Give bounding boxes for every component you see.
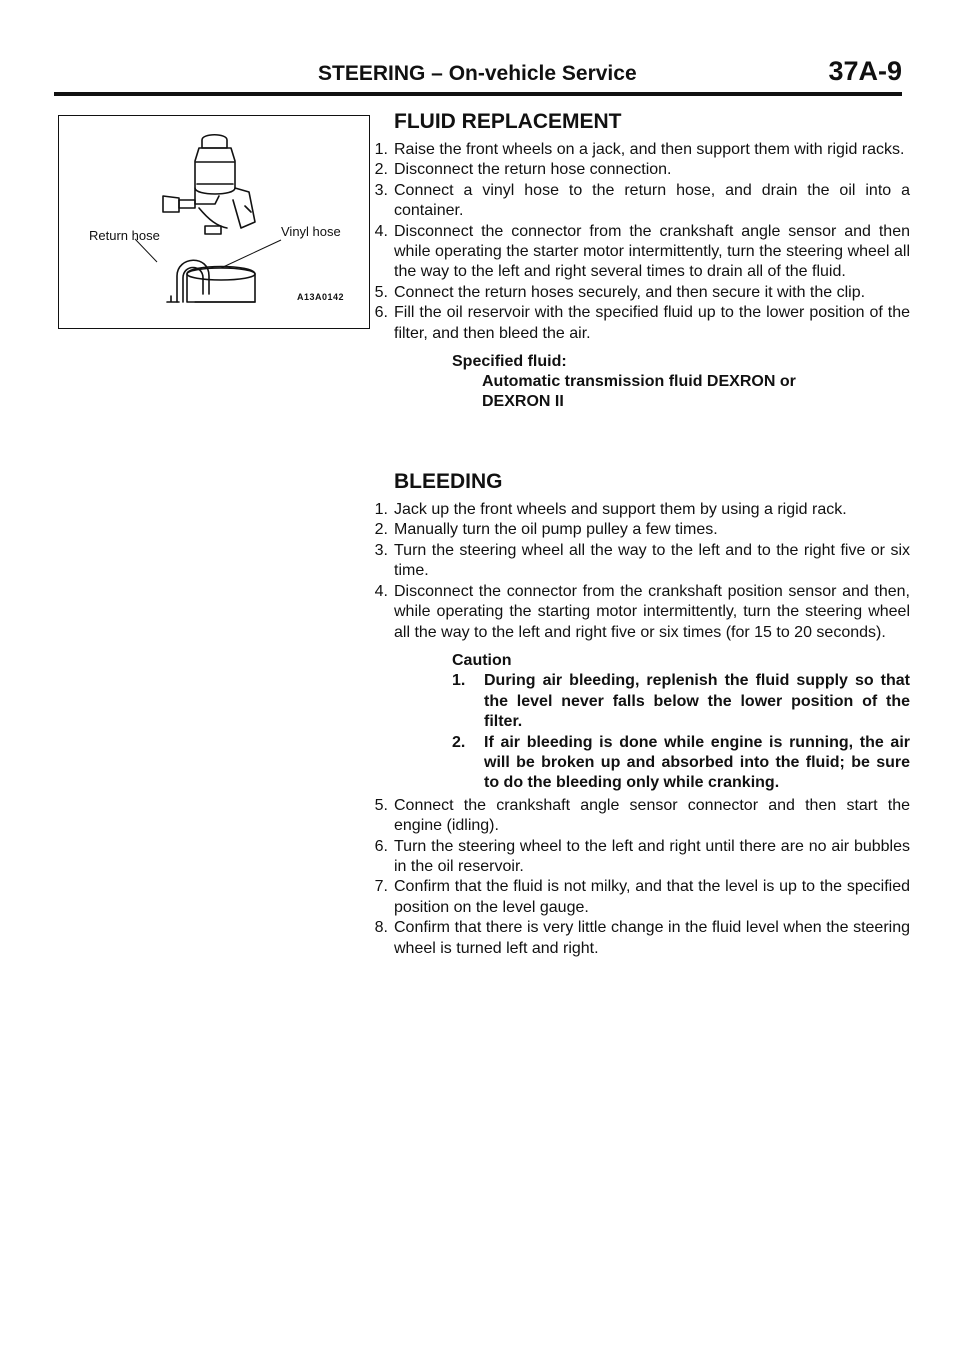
caution-number: 2. xyxy=(452,733,466,751)
step-number: 4. xyxy=(374,222,388,240)
bleeding-steps-a xyxy=(374,500,910,643)
bleeding-steps-b xyxy=(374,796,910,959)
caution-item xyxy=(452,733,910,794)
page-number: 37A-9 xyxy=(828,56,902,86)
list-item xyxy=(336,181,910,222)
list-item xyxy=(336,918,910,959)
list-item xyxy=(336,160,910,180)
step-text: Connect the crankshaft angle sensor connector and then start the engine (idling). xyxy=(394,796,910,835)
step-number: 6. xyxy=(374,304,388,322)
caution-items xyxy=(452,671,910,793)
specified-fluid-label: Specified fluid: xyxy=(452,353,567,371)
step-text: Disconnect the connector from the crankshaft angle sensor and then while operating the starter motor intermittently, turn the steering wheel all the way to the left and right several times to drain all of the fluid. xyxy=(394,222,910,281)
illustration-frame xyxy=(58,115,370,329)
caution-number: 1. xyxy=(452,672,466,690)
step-text: Confirm that there is very little change in the fluid level when the steering wheel is turned left and right. xyxy=(394,919,910,957)
page-header xyxy=(0,0,960,100)
caution-block xyxy=(452,651,910,794)
list-item xyxy=(336,541,910,582)
list-item xyxy=(336,283,910,303)
vinyl-hose-label: Vinyl hose xyxy=(281,224,341,239)
fluid-replacement-steps xyxy=(374,140,910,344)
specified-fluid-value-2: DEXRON II xyxy=(482,393,564,411)
step-text: Raise the front wheels on a jack, and then support them with rigid racks. xyxy=(394,141,905,158)
caution-item xyxy=(452,671,910,732)
step-number: 5. xyxy=(374,796,388,814)
step-text: Turn the steering wheel to the left and right until there are no air bubbles in the oil reservoir. xyxy=(394,837,910,875)
step-text: Connect a vinyl hose to the return hose, and drain the oil into a container. xyxy=(394,181,910,220)
list-item xyxy=(336,837,910,878)
list-item xyxy=(336,140,910,160)
figure-code: A13A0142 xyxy=(297,292,345,302)
step-text: Manually turn the oil pump pulley a few times. xyxy=(394,521,718,539)
list-item xyxy=(336,520,910,540)
list-item xyxy=(336,303,910,344)
list-item xyxy=(336,796,910,837)
step-number: 7. xyxy=(374,878,388,896)
list-item xyxy=(336,582,910,643)
step-number: 5. xyxy=(374,283,388,301)
step-number: 1. xyxy=(374,141,388,158)
step-text: Connect the return hoses securely, and then secure it with the clip. xyxy=(394,283,866,301)
specified-fluid-value-1: Automatic transmission fluid DEXRON or xyxy=(482,373,796,391)
return-hose-label: Return hose xyxy=(89,228,160,243)
header-rule xyxy=(54,92,902,96)
step-number: 3. xyxy=(374,181,388,199)
step-text: Disconnect the return hose connection. xyxy=(394,161,672,179)
section-title-header: STEERING – On-vehicle Service xyxy=(318,62,637,85)
step-number: 2. xyxy=(374,521,388,539)
step-number: 1. xyxy=(374,501,388,519)
step-number: 4. xyxy=(374,582,388,600)
step-text: Disconnect the connector from the crankshaft position sensor and then, while operating the starting motor intermittently, turn the steering wheel all the way to the left and right five or six times (for 15 to 20 seconds). xyxy=(394,582,910,641)
fluid-replacement-title: FLUID REPLACEMENT xyxy=(394,110,622,133)
caution-text: If air bleeding is done while engine is running, the air will be broken up and absorbed into the fluid; be sure to do the bleeding only while cranking. xyxy=(484,733,910,792)
list-item xyxy=(336,222,910,283)
main-content xyxy=(374,110,910,959)
list-item xyxy=(336,500,910,520)
caution-title: Caution xyxy=(452,651,512,669)
step-text: Jack up the front wheels and support them by using a rigid rack. xyxy=(394,501,847,519)
bleeding-section xyxy=(374,470,910,959)
step-text: Turn the steering wheel all the way to the left and to the right five or six time. xyxy=(394,541,910,580)
step-text: Confirm that the fluid is not milky, and that the level is up to the specified position on the level gauge. xyxy=(394,878,910,916)
step-number: 8. xyxy=(374,919,388,937)
step-number: 2. xyxy=(374,161,388,179)
bleeding-title: BLEEDING xyxy=(394,470,503,494)
caution-text: During air bleeding, replenish the fluid supply so that the level never falls below the lower position of the filter. xyxy=(484,672,910,731)
step-number: 3. xyxy=(374,541,388,559)
step-number: 6. xyxy=(374,837,388,855)
specified-fluid xyxy=(452,352,910,412)
list-item xyxy=(336,877,910,918)
step-text: Fill the oil reservoir with the specified fluid up to the lower position of the filter, and then bleed the air. xyxy=(394,304,910,342)
